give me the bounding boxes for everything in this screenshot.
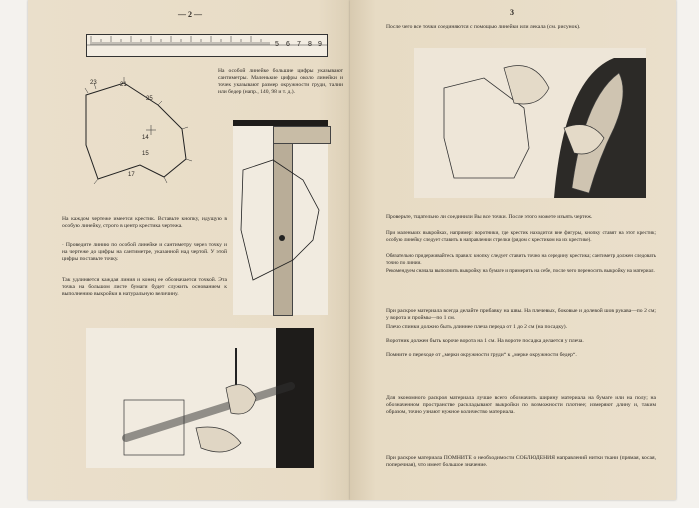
pattern-label: 14 xyxy=(142,135,149,141)
paragraph-remember-measure: Помните о переходе от „мерки окружности груди“ к „мерке окружности бедер“. xyxy=(386,352,577,358)
paragraph-shoulder: Плечо спинки должно быть длиннее плеча переда от 1 до 2 см (на посадку). xyxy=(386,324,568,330)
ruler-on-pattern-photo xyxy=(233,120,328,315)
page-number-left: — 2 — xyxy=(178,10,202,19)
hand-drawing-photo xyxy=(86,328,314,468)
ruler-number: 9 xyxy=(318,41,322,48)
ruler-number: 8 xyxy=(308,41,312,48)
pattern-label: 21 xyxy=(120,82,127,88)
left-page xyxy=(28,0,350,500)
paragraph-economy: Для экономного раскроя материала лучше всего обозначить ширину материала на бумаге или на полу; на обозначенном пространстве раскладывают выкройки по возможности плотнее; измеряют длину и, таким образом, точно узнают нужное количество материала. xyxy=(386,395,656,415)
ruler-ticks xyxy=(87,35,327,56)
pattern-label: 25 xyxy=(146,96,153,102)
french-curve-illustration xyxy=(414,48,646,198)
paragraph-rules: Обязательно придерживайтесь правил: кнопку следует ставить точно на середину крестика; сантиметр должен следовать точно по линии. xyxy=(386,253,656,266)
ruler-number: 6 xyxy=(286,41,290,48)
paragraph-connect-points: После чего все точки соединяются с помощью линейки или лекала (см. рисунок). xyxy=(386,24,581,30)
page-number-right: 3 xyxy=(510,8,514,17)
paragraph-collar: Воротник должен быть короче ворота на 1 см. На вороте посадка делается у плеча. xyxy=(386,338,584,344)
paragraph-small-patterns: При маленьких выкройках, например: воротники, где крестик находится вне фигуры, кнопку ставят на этот крестик; особую линейку следует ставить в направлении стрелки (рядом с крестиком на их крестике). xyxy=(386,230,656,243)
paragraph-recommend: Рекомендуем сначала выполнить выкройку на бумаге и примерить на себе, после чего переносить выкройку на материал. xyxy=(386,268,655,274)
right-page xyxy=(350,0,676,500)
ruler-number: 7 xyxy=(297,41,301,48)
pattern-label: 23 xyxy=(90,80,97,86)
pattern-label: 15 xyxy=(142,151,149,157)
book-spread xyxy=(28,0,676,508)
french-curve-photo xyxy=(414,48,646,198)
paragraph-check-points: Проверьте, тщательно ли соединили Вы все точки. После этого можете изъять чертеж. xyxy=(386,214,593,220)
hand-ruler-illustration xyxy=(86,328,314,468)
paragraph-draw-line: · Проведите линию по особой линейке и сантиметру через точку и на чертеже до цифры на сантиметре, указанной над чертой. У этой цифры поставьте точку. xyxy=(62,242,227,262)
special-ruler xyxy=(86,34,328,57)
paragraph-seam-allowance: При раскрое материала всегда делайте прибавку на швы. На плечевых, боковые и долевой шов рукава—по 2 см; у ворота и проймы—по 1 см. xyxy=(386,308,656,321)
paragraph-grain-direction: При раскрое материала ПОМНИТЕ о необходимости СОБЛЮДЕНИЯ направлений нитки ткани (прямая, косая, поперечная), что имеет большое значение. xyxy=(386,455,656,468)
paragraph-crosshair: На каждом чертеже имеется крестик. Вставьте кнопку, идущую в особую линейку, строго в центр крестика чертежа. xyxy=(62,216,227,229)
pattern-behind-ruler xyxy=(233,120,328,315)
paragraph-extend-lines: Так удлиняется каждая линия и конец ее обозначается точкой. Эта точка на большом листе бумаги будет служить основанием к выполнению выкройки в натуральную величину. xyxy=(62,277,227,297)
ruler-number: 5 xyxy=(275,41,279,48)
pattern-label: 17 xyxy=(128,172,135,178)
ruler-caption: На особой линейке большие цифры указывают сантиметры. Маленькие цифры около линейки и точек указывают размер окружности груди, талии или бедер (напр., 140, 98 и т. д.). xyxy=(218,68,343,95)
bodice-pattern-drawing xyxy=(76,75,226,195)
